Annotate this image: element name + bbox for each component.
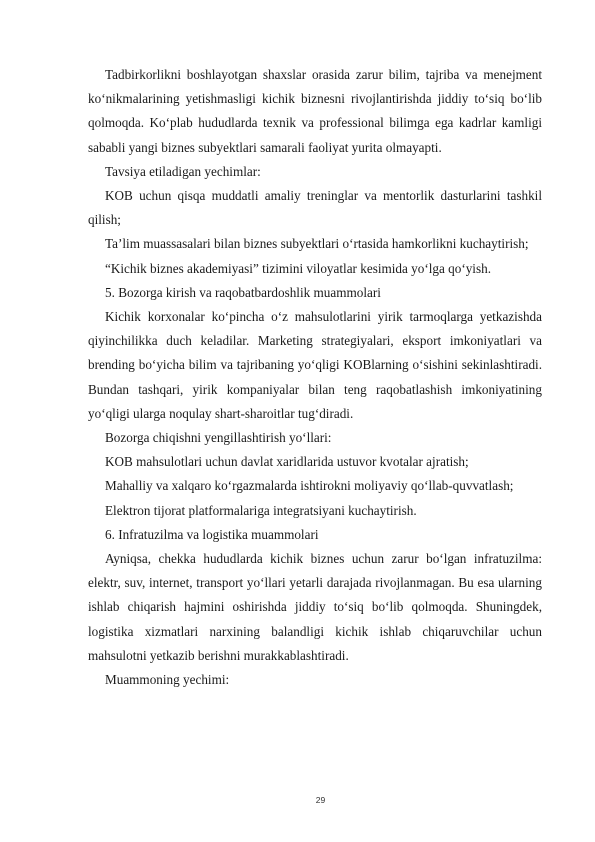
paragraph-infrastructure: Ayniqsa, chekka hududlarda kichik biznes uchun zarur bo‘lgan infratuzilma: elektr, suv, internet, transport yo‘llari yetarli darajada rivojlanmagan. Bu esa ularning ishlab chiqarish hajmini oshirishda jiddiy to‘siq bo‘lib qolmoqda. Shuningdek, logistika xizmatlari narxining balandligi kichik ishlab chiqaruvchilar uchun mahsulotni yetkazib berishni murakkablashtiradi.: [88, 551, 542, 663]
section-heading-infrastructure: 6. Infratuzilma va logistika muammolari: [105, 526, 319, 542]
document-body: [88, 63, 542, 692]
paragraph-market-access: Kichik korxonalar ko‘pincha o‘z mahsulotlarini yirik tarmoqlarga yetkazishda qiyinchilikka duch keladilar. Marketing strategiyalari, eksport imkoniyatlari va brending bo‘yicha bilim va tajribaning yo‘qligi KOBlarning o‘sishini sekinlashtiradi. Bundan tashqari, yirik kompaniyalar bilan teng raqobatlashish imkoniyatining yo‘qligi ularga noqulay shart-sharoitlar tug‘diradi.: [88, 309, 542, 421]
paragraph-market-ways-heading: Bozorga chiqishni yengillashtirish yo‘llari:: [105, 430, 332, 446]
paragraph-skills-gap: Tadbirkorlikni boshlayotgan shaxslar orasida zarur bilim, tajriba va menejment ko‘nikmalarining yetishmasligi kichik biznesni rivojlantirishda jiddiy to‘siq bo‘lib qolmoqda. Ko‘plab hududlarda texnik va professional bilimga ega kadrlar kamligi sababli yangi biznes subyektlari samarali faoliyat yurita olmayapti.: [88, 67, 542, 155]
list-item-quotas: KOB mahsulotlari uchun davlat xaridlarida ustuvor kvotalar ajratish;: [105, 454, 469, 470]
list-item-trainings: KOB uchun qisqa muddatli amaliy treninglar va mentorlik dasturlarini tashkil qilish;: [88, 188, 542, 228]
section-heading-market-access: 5. Bozorga kirish va raqobatbardoshlik muammolari: [105, 284, 381, 300]
paragraph-solution-heading: Muammoning yechimi:: [105, 672, 230, 688]
list-item-ecommerce: Elektron tijorat platformalariga integratsiyani kuchaytirish.: [105, 502, 417, 518]
list-item-academy: “Kichik biznes akademiyasi” tizimini viloyatlar kesimida yo‘lga qo‘yish.: [105, 260, 491, 276]
paragraph-recommended-solutions-heading: Tavsiya etiladigan yechimlar:: [105, 163, 261, 179]
list-item-cooperation: Ta’lim muassasalari bilan biznes subyektlari o‘rtasida hamkorlikni kuchaytirish;: [105, 236, 529, 252]
page-number: 29: [315, 795, 326, 805]
list-item-exhibitions: Mahalliy va xalqaro ko‘rgazmalarda ishtirokni moliyaviy qo‘llab-quvvatlash;: [105, 478, 514, 494]
